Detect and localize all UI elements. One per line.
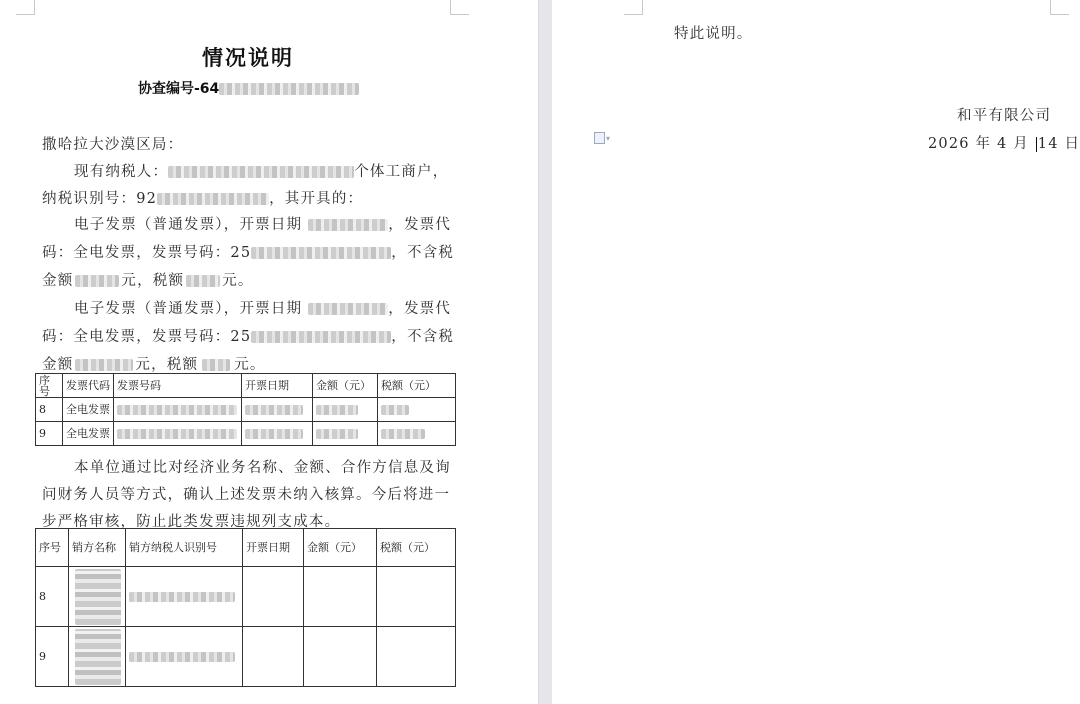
conclusion-line-2: 问财务人员等方式，确认上述发票未纳入核算。今后将进一 <box>42 487 451 503</box>
taxpayer-line: 现有纳税人： 个体工商户， <box>74 164 449 180</box>
tax-id-line: 纳税识别号：92 ，其开具的： <box>42 191 364 207</box>
table-row <box>36 422 456 446</box>
invoice-2-line-2: 码：全电发票，发票号码：25 ，不含税 <box>42 329 455 345</box>
table-header: 销方纳税人识别号 <box>126 529 243 567</box>
table-cell <box>377 567 456 627</box>
redacted-text <box>75 629 121 685</box>
closing-text: 特此说明。 <box>674 26 753 42</box>
invoice-1-line-3: 金额 元，税额 元。 <box>42 273 254 289</box>
redacted-text <box>245 429 303 439</box>
table-cell <box>243 567 304 627</box>
invoice-table <box>35 373 456 446</box>
table-cell <box>378 398 456 422</box>
table-cell <box>114 398 242 422</box>
table-cell <box>378 422 456 446</box>
redacted-text <box>202 359 230 371</box>
table-row <box>36 567 456 627</box>
table-header: 金额（元） <box>313 374 378 398</box>
table-cell <box>69 627 126 687</box>
crop-mark <box>16 0 35 15</box>
redacted-text <box>129 652 235 662</box>
redacted-text <box>75 275 119 287</box>
table-cell: 全电发票 <box>63 422 114 446</box>
redacted-text <box>308 303 388 315</box>
table-cell <box>243 627 304 687</box>
redacted-text <box>316 405 358 415</box>
redacted-text <box>381 429 425 439</box>
table-cell <box>313 422 378 446</box>
redacted-text <box>316 429 358 439</box>
table-header: 税额（元） <box>377 529 456 567</box>
invoice-1-line-2: 码：全电发票，发票号码：25 ，不含税 <box>42 245 455 261</box>
doc-title: 情况说明 <box>202 46 294 70</box>
table-cell <box>126 627 243 687</box>
table-header-row <box>36 374 456 398</box>
table-header: 销方名称 <box>69 529 126 567</box>
redacted-text <box>186 275 220 287</box>
table-header: 序号 <box>36 374 63 398</box>
table-header: 序号 <box>36 529 69 567</box>
table-row <box>36 627 456 687</box>
redacted-text <box>75 359 133 371</box>
reference-number: 协查编号-64 <box>138 78 359 98</box>
table-row <box>36 398 456 422</box>
redacted-text <box>251 331 391 343</box>
conclusion-line-3: 步严格审核，防止此类发票违规列支成本。 <box>42 514 341 530</box>
invoice-1-line-1: 电子发票（普通发票），开票日期 ，发票代 <box>74 217 452 233</box>
redacted-text <box>219 83 359 95</box>
table-cell <box>304 567 377 627</box>
table-header: 开票日期 <box>242 374 313 398</box>
table-cell <box>242 422 313 446</box>
table-cell <box>242 398 313 422</box>
company-name: 和平有限公司 <box>957 108 1052 124</box>
table-cell <box>304 627 377 687</box>
table-cell: 9 <box>36 422 63 446</box>
table-cell: 8 <box>36 398 63 422</box>
table-header: 发票号码 <box>114 374 242 398</box>
page-gutter <box>538 0 553 704</box>
redacted-text <box>251 247 391 259</box>
table-cell: 8 <box>36 567 69 627</box>
redacted-text <box>117 405 237 415</box>
redacted-text <box>129 592 235 602</box>
table-cell: 9 <box>36 627 69 687</box>
redacted-text <box>117 429 237 439</box>
table-header: 发票代码 <box>63 374 114 398</box>
redacted-text <box>245 405 303 415</box>
table-cell <box>313 398 378 422</box>
invoice-2-line-1: 电子发票（普通发票），开票日期 ，发票代 <box>74 301 452 317</box>
redacted-text <box>381 405 409 415</box>
document-page-2[interactable] <box>552 0 1080 704</box>
addressee: 撒哈拉大沙漠区局： <box>42 137 184 153</box>
document-page-1[interactable] <box>0 0 538 704</box>
table-cell: 全电发票 <box>63 398 114 422</box>
table-header: 金额（元） <box>304 529 377 567</box>
invoice-2-line-3: 金额 元，税额 元。 <box>42 357 266 373</box>
table-header: 开票日期 <box>243 529 304 567</box>
redacted-text <box>157 193 269 205</box>
table-cell <box>377 627 456 687</box>
dropdown-arrow-icon[interactable]: ▾ <box>606 134 611 143</box>
redacted-text <box>75 569 121 625</box>
table-cell <box>69 567 126 627</box>
table-header-row <box>36 529 456 567</box>
crop-mark <box>624 0 643 15</box>
redacted-text <box>168 166 354 178</box>
redacted-text <box>308 219 388 231</box>
crop-mark <box>450 0 469 15</box>
table-cell <box>126 567 243 627</box>
crop-mark <box>1050 0 1069 15</box>
document-icon[interactable] <box>594 132 605 144</box>
table-cell <box>114 422 242 446</box>
conclusion-line-1: 本单位通过比对经济业务名称、金额、合作方信息及询 <box>74 460 451 476</box>
seller-table <box>35 528 456 687</box>
table-header: 税额（元） <box>378 374 456 398</box>
text-cursor <box>1036 137 1037 152</box>
signature-date: 2026 年 4 月 14 日 <box>928 136 1080 152</box>
